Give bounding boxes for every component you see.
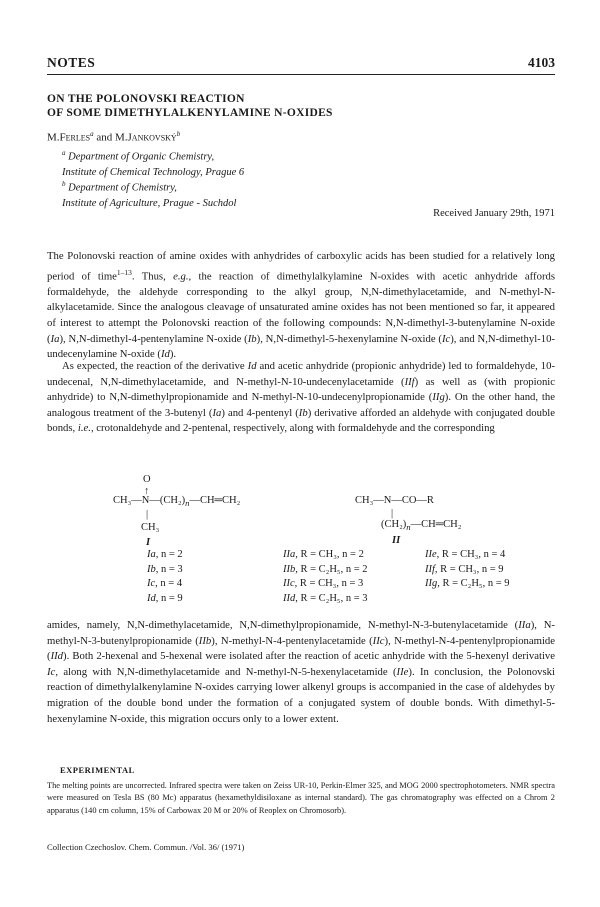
affiliation-b bbox=[62, 177, 236, 211]
n-oxide-arrow: ↑ bbox=[144, 486, 150, 497]
title-line-2: OF SOME DIMETHYLALKENYLAMINE N-OXIDES bbox=[47, 107, 333, 119]
compound-ref: Id bbox=[247, 360, 257, 372]
compound-ref: IIe bbox=[396, 665, 409, 678]
compound-ref: IIb bbox=[198, 634, 212, 647]
compound-ref: IIc bbox=[372, 634, 385, 647]
compound-list-II-b bbox=[425, 548, 510, 592]
affiliation-b-line-2: Institute of Agriculture, Prague - Suchdol bbox=[62, 197, 237, 209]
reference-range: 1–13 bbox=[116, 267, 132, 277]
authors bbox=[47, 130, 180, 144]
vertical-bond: | bbox=[391, 508, 394, 519]
formula-II-main-line: CH₃—N—CO—R bbox=[355, 495, 434, 506]
list-item: Ib, n = 3 bbox=[147, 563, 183, 575]
vertical-bond: | bbox=[146, 509, 149, 520]
received-date: Received January 29th, 1971 bbox=[433, 208, 555, 219]
compound-ref: Ic bbox=[47, 665, 56, 678]
author-1-initial: M. bbox=[47, 131, 60, 144]
section-label: NOTES bbox=[47, 55, 96, 70]
list-item: IIc, R = CH₃, n = 3 bbox=[283, 578, 364, 589]
running-head bbox=[47, 55, 555, 73]
page-number: 4103 bbox=[528, 55, 555, 70]
affiliation-a-line-2: Institute of Chemical Technology, Prague 6 bbox=[62, 166, 245, 178]
formula-I-main-line: $CH_3—N—(CH_2)_n—CH═CH_2$ bbox=[113, 495, 241, 509]
compound-ref: Ib bbox=[247, 332, 257, 345]
list-item: Ia, n = 2 bbox=[147, 549, 183, 560]
list-item: IIg, R = C₂H₅, n = 9 bbox=[425, 578, 510, 589]
compound-ref: Id bbox=[160, 348, 170, 361]
list-item: IId, R = C₂H₅, n = 3 bbox=[283, 592, 368, 604]
compound-ref: Ia bbox=[50, 332, 60, 345]
author-2-initial: M. bbox=[115, 131, 128, 144]
list-item: IIe, R = CH₃, n = 4 bbox=[425, 549, 506, 560]
author-2-surname: Jankovský bbox=[127, 131, 177, 144]
intro-paragraph: The Polonovski reaction of amine oxides with anhydrides of carboxylic acids has been studied for a relatively long period of time$^{1-13}$. Thus, e.g., the reaction of dimethylalkylamine N-oxides with acetic anhydride affords formaldehyde, the aldehyde corresponding to the alkyl group, N,N-dimethylacetamide, and N-methyl-N-alkylacetamide. Since the analogous cleavage of unsaturated amine oxides has not been mentioned so far, it appeared of interest to attempt the Polonovski reaction of the following compounds: N,N-dimethyl-3-butenylamine N-oxide (Ia), N,N-dimethyl-4-pentenylamine N-oxide (Ib), N,N-dimethyl-5-hexenylamine N-oxide (Ic), and N,N-dimethyl-10-undecenylamine N-oxide (Id). bbox=[47, 250, 556, 361]
compound-ref: IIg bbox=[432, 391, 445, 404]
oxygen-atom: O bbox=[143, 474, 151, 485]
affiliation-b-line-1: Department of Chemistry, bbox=[68, 182, 177, 194]
experimental-text: The melting points are uncorrected. Infrared spectra were taken on Zeiss UR-10, Perkin-Elmer 325, and MOG 2000 spectrophotometers. NMR spectra were measured on Tesla BS (80 Mc) apparatus (hexamethyldisiloxane as internal standard). The gas chromatography was effected on a Chrom 2 apparatus (140 cm column, 15% of Carbowax 20 M or 20% of Reoplex on Chromosorb). bbox=[47, 781, 555, 815]
list-item: Ic, n = 4 bbox=[147, 578, 183, 589]
article-title bbox=[47, 92, 527, 120]
header-rule bbox=[47, 74, 555, 75]
compound-ref: Ic bbox=[441, 332, 451, 345]
list-item: IIb, R = C₂H₅, n = 2 bbox=[283, 563, 368, 575]
compound-ref: IIa bbox=[518, 619, 531, 631]
author-2-affiliation-mark: b bbox=[176, 130, 181, 138]
author-1-affiliation-mark: a bbox=[90, 130, 94, 138]
affiliation-a-mark: a bbox=[62, 149, 66, 157]
compound-ref: IIf bbox=[404, 375, 415, 388]
formula-I-label: I bbox=[146, 537, 151, 548]
compound-ref: Ia bbox=[212, 406, 222, 419]
author-conjunction: and bbox=[96, 131, 113, 144]
title-line-1: ON THE POLONOVSKI REACTION bbox=[47, 93, 245, 105]
compound-list-II-a bbox=[283, 548, 368, 606]
formula-II-label: II bbox=[392, 535, 401, 546]
footer-citation: Collection Czechoslov. Chem. Commun. /Vol. 36/ (1971) bbox=[47, 842, 245, 852]
compound-ref: Ib bbox=[298, 406, 308, 419]
list-item: IIf, R = CH₃, n = 9 bbox=[425, 563, 504, 575]
affiliation-b-mark: b bbox=[62, 180, 66, 188]
discussion-paragraph: amides, namely, N,N-dimethylacetamide, N,N-dimethylpropionamide, N-methyl-N-3-butenylacetamide (IIa), N-methyl-N-3-butenylpropionamide (IIb), N-methyl-N-4-pentenylacetamide (IIc), N-methyl-N-4-pentenylpropionamide (IId). Both 2-hexenal and 5-hexenal were isolated after the reaction of acetic anhydride with the 5-hexenyl derivative Ic, along with N,N-dimethylacetamide and N-methyl-N-5-hexenylacetamide (IIe). In conclusion, the Polonovski reaction of dimethylalkenylamine N-oxides carrying lower alkenyl groups is accompanied in the case of aldehydes by migration of the double bond under the formation of a conjugated system of double bonds. With dimethyl-5-hexenylamine N-oxide, this migration occurs only to a lower extent. bbox=[47, 619, 556, 725]
list-item: Id, n = 9 bbox=[147, 592, 183, 604]
affiliation-a bbox=[62, 146, 244, 180]
affiliation-a-line-1: Department of Organic Chemistry, bbox=[68, 151, 215, 163]
experimental-heading: EXPERIMENTAL bbox=[60, 765, 135, 775]
formula-II-chain: $(CH_2)_n—CH═CH_2$ bbox=[381, 519, 462, 533]
lower-methyl: CH₃ bbox=[141, 522, 160, 533]
compound-list-I bbox=[147, 548, 183, 606]
list-item: IIa, R = CH₃, n = 2 bbox=[283, 549, 364, 560]
results-paragraph: As expected, the reaction of the derivative Id and acetic anhydride (propionic anhydride) led to formaldehyde, 10-undecenal, N,N-dimethylacetamide, and N-methyl-N-10-undecenylacetamide (IIf) as well as (with propionic anhydride) to N,N-dimethylpropionamide and N-methyl-N-10-undecenylpropionamide (IIg). On the other hand, the analogous treatment of the 3-butenyl (Ia) and 4-pentenyl (Ib) derivative afforded an aldehyde with conjugated double bonds, i.e., crotonaldehyde and 2-pentenal, respectively, along with formaldehyde and the corresponding bbox=[47, 360, 556, 435]
author-1-surname: Ferles bbox=[59, 131, 91, 144]
compound-ref: IId bbox=[50, 650, 64, 663]
